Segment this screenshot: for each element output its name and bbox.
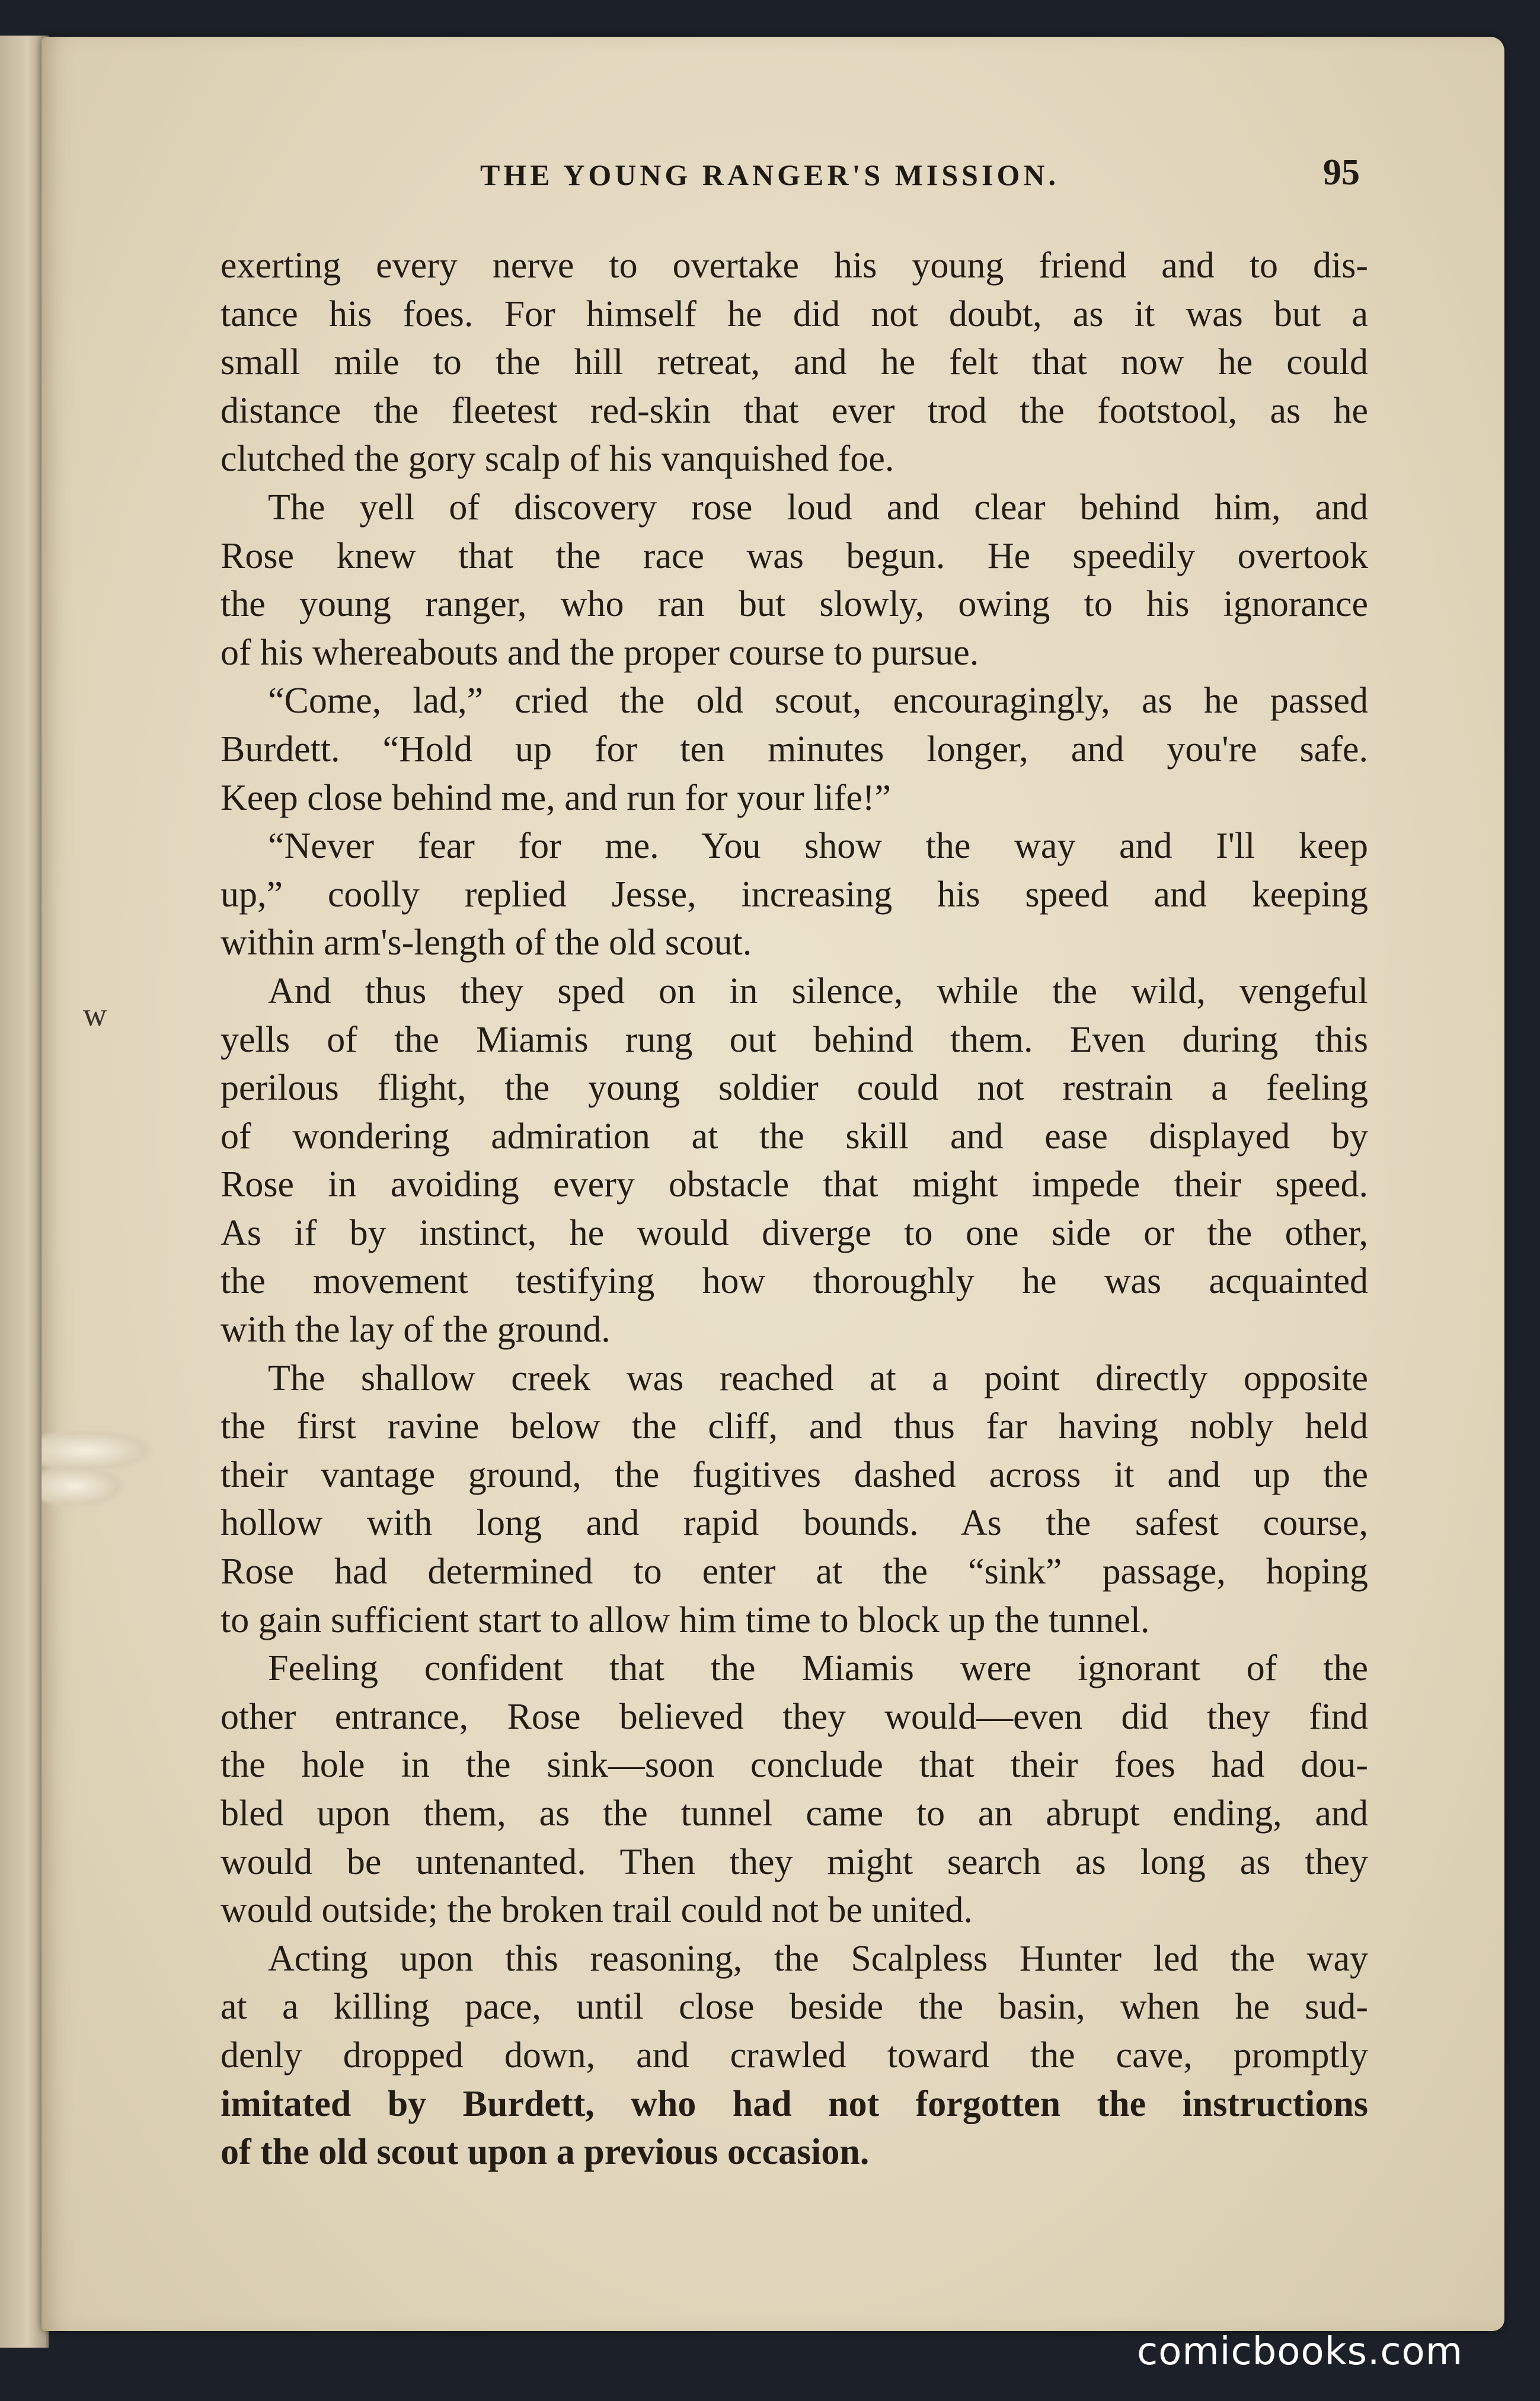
text-line: the first ravine below the cliff, and thus far having nobly held xyxy=(221,1406,1368,1447)
text-line: exerting every nerve to overtake his young friend and to dis- xyxy=(221,245,1368,286)
margin-mark: w xyxy=(83,997,107,1033)
text-line: up,” coolly replied Jesse, increasing his speed and keeping xyxy=(221,874,1368,915)
text-line: to gain sufficient start to allow him time to block up the tunnel. xyxy=(221,1599,1150,1640)
text-line: As if by instinct, he would diverge to one side or the other, xyxy=(221,1212,1368,1253)
text-line: small mile to the hill retreat, and he felt that now he could xyxy=(221,342,1368,383)
text-line: at a killing pace, until close beside the basin, when he sud- xyxy=(221,1987,1368,2028)
text-line: Feeling confident that the Miamis were ignorant of the xyxy=(268,1648,1368,1689)
text-line: clutched the gory scalp of his vanquished foe. xyxy=(221,439,894,480)
text-line: the hole in the sink—soon conclude that their foes had dou- xyxy=(221,1745,1368,1786)
text-line: Rose knew that the race was begun. He speedily overtook xyxy=(221,535,1368,576)
text-line: would outside; the broken trail could not be united. xyxy=(221,1890,973,1931)
text-line: Acting upon this reasoning, the Scalpless Hunter led the way xyxy=(268,1938,1368,1979)
text-line: The yell of discovery rose loud and clear behind him, and xyxy=(268,487,1368,528)
text-line: imitated by Burdett, who had not forgotten the instructions xyxy=(221,2083,1368,2124)
text-line: would be untenanted. Then they might search as long as they xyxy=(221,1841,1368,1882)
text-line: denly dropped down, and crawled toward the cave, promptly xyxy=(221,2035,1368,2076)
body-text xyxy=(221,242,1368,2177)
text-line: Keep close behind me, and run for your life!” xyxy=(221,777,892,818)
page-number: 95 xyxy=(1323,152,1360,193)
text-line: Rose in avoiding every obstacle that might impede their speed. xyxy=(221,1164,1368,1205)
text-line: the young ranger, who ran but slowly, owing to his ignorance xyxy=(221,584,1368,625)
text-line: within arm's-length of the old scout. xyxy=(221,922,752,963)
text-line: “Never fear for me. You show the way and I'll keep xyxy=(268,826,1368,867)
text-line: tance his foes. For himself he did not doubt, as it was but a xyxy=(221,293,1368,334)
text-line: “Come, lad,” cried the old scout, encouragingly, as he passed xyxy=(268,681,1368,721)
watermark: comicbooks.com xyxy=(1137,2330,1464,2374)
text-line: of wondering admiration at the skill and ease displayed by xyxy=(221,1116,1368,1157)
text-line: bled upon them, as the tunnel came to an abrupt ending, and xyxy=(221,1793,1368,1834)
text-line: hollow with long and rapid bounds. As the safest course, xyxy=(221,1503,1368,1544)
text-line: Burdett. “Hold up for ten minutes longer, and you're safe. xyxy=(221,729,1368,770)
text-line: their vantage ground, the fugitives dashed across it and up the xyxy=(221,1454,1368,1495)
page-tear-lower xyxy=(41,1465,124,1507)
text-line: distance the fleetest red-skin that ever trod the footstool, as he xyxy=(221,390,1368,431)
text-line: The shallow creek was reached at a point directly opposite xyxy=(268,1358,1368,1399)
text-line: of his whereabouts and the proper course to pursue. xyxy=(221,632,979,673)
text-line: of the old scout upon a previous occasion. xyxy=(221,2132,870,2173)
text-line: perilous flight, the young soldier could not restrain a feeling xyxy=(221,1068,1368,1109)
text-line: yells of the Miamis rung out behind them. Even during this xyxy=(221,1019,1368,1060)
text-line: with the lay of the ground. xyxy=(221,1310,611,1350)
running-title: THE YOUNG RANGER'S MISSION. xyxy=(480,158,1059,191)
text-line: other entrance, Rose believed they would—even did they find xyxy=(221,1696,1368,1737)
text-line: the movement testifying how thoroughly he was acquainted xyxy=(221,1261,1368,1302)
text-line: Rose had determined to enter at the “sink” passage, hoping xyxy=(221,1551,1368,1592)
text-line: And thus they sped on in silence, while the wild, vengeful xyxy=(268,970,1368,1011)
